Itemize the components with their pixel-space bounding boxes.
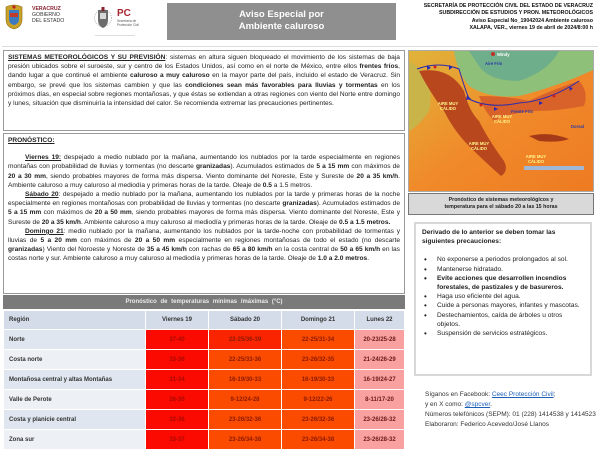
x-account-link[interactable]: @spcver <box>464 401 491 408</box>
protection-civil-shield-icon <box>94 5 112 31</box>
table-row: Valle de Perote 26-30 9-12/24-28 9-12/22-26 8-11/17-20 <box>4 390 404 409</box>
forecast-heading: PRONÓSTICO: <box>8 137 55 144</box>
column-header-monday: Lunes 22 <box>355 311 404 329</box>
header-divider <box>2 46 598 47</box>
precautions-section <box>414 222 592 376</box>
contact-info: Síganos en Facebook: Ceec Protección Civil; y en X como: @spcver. Números telefónicos (SEPM): 01 (228) 1414538 y 1414523 Elaboraron: Federico Acevedo/José Llanos <box>425 391 596 428</box>
column-header-region: Región <box>4 311 145 329</box>
map-label-hot-air-1: AIRE MUY CÁLIDO <box>437 101 459 111</box>
list-item: • Mantenerse hidratado. <box>422 265 584 274</box>
list-item: • No exponerse a periodos prolongados al sol. <box>422 255 584 264</box>
column-header-friday: Viernes 19 <box>146 311 208 329</box>
weather-map <box>408 50 594 192</box>
temperature-table <box>3 310 405 450</box>
systems-heading: SISTEMAS METEOROLÓGICOS Y SU PREVISIÓN <box>8 54 166 61</box>
protection-civil-logo-text: PC Secretaría de Protección Civil <box>117 8 139 27</box>
map-label-cold-front: Frente Frío <box>511 109 533 114</box>
map-caption: Pronóstico de sistemas meteorológicos y temperatura para el sábado 20 a las 15 horas <box>408 193 594 215</box>
temperature-table-title: Pronóstico de temperaturas mínimas /máximas (°C) <box>3 295 405 309</box>
column-header-saturday: Sábado 20 <box>209 311 281 329</box>
list-item: • Evite acciones que desarrollen incendios forestales, de pastizales y de basureros. <box>422 274 584 292</box>
map-label-ridge: Dorsal <box>571 124 585 129</box>
issuer-info: SECRETARÍA DE PROTECCIÓN CIVIL DEL ESTADO DE VERACRUZ SUBDIRECCIÓN DE ESTUDIOS Y PRON. METEOROLÓGICOS Aviso Especial No_19042024 Ambiente caluroso XALAPA, VER., viernes 19 de abril de 2024/8:00 h <box>423 3 593 31</box>
veracruz-government-logo-text: VERACRUZ GOBIERNO DEL ESTADO <box>32 6 65 25</box>
table-header-row <box>4 311 404 329</box>
forecast-sunday: Domingo 21: medio nublado por la mañana, aumentando los nublados por la tarde-noche con probabilidad de tormentas y lluvias de 5 a 20 mm con máximos de 20 a 50 mm especialmente en regiones montañosas de todo el estado (no descarte granizadas) Viento del Noroeste y Noreste de 35 a 45 km/h con rachas de 65 a 80 km/h en la costa central de 50 a 65 km/h en las costas norte y sur. Ambiente caluroso a muy caluroso al mediodía y primeras horas de la tarde. Oleaje de 1.0 a 2.0 metros. <box>8 227 401 263</box>
forecast-saturday: Sábado 20: despejado a medio nublado por la mañana, aumentando los nublados por la tarde y primeras horas de la noche especialmente en regiones montañosas con probabilidad de lluvias y tormentas (no descarte granizadas). Acumulados estimados de 5 a 15 mm con máximos de 20 a 50 mm, siendo probables mayores de forma más dispersa. Viento dominante del Noreste, Este y Sureste de 20 a 35 km/h. Ambiente caluroso a muy caluroso al mediodía y primeras horas de la tarde. Oleaje de 0.5 a 1.5 metros. <box>8 191 401 226</box>
authors: Elaboraron: Federico Acevedo/José Llanos <box>425 421 549 428</box>
table-row: Norte 37-40 22-25/36-39 22-25/31-34 20-23/25-28 <box>4 330 404 349</box>
table-row: Zona sur 33-37 23-26/34-38 23-26/34-38 23-26/28-32 <box>4 430 404 449</box>
list-item: • Suspensión de servicios estratégicos. <box>422 329 584 338</box>
list-item: • Destechamientos, caída de árboles u otros objetos. <box>422 311 584 329</box>
precautions-lead: Derivado de lo anterior se deben tomar las siguientes precauciones: <box>422 229 556 246</box>
column-header-sunday: Domingo 21 <box>282 311 354 329</box>
map-label-cold-air: Aire Frío <box>485 61 503 66</box>
veracruz-coat-of-arms-icon <box>5 4 23 30</box>
list-item: • Cuide a personas mayores, infantes y mascotas. <box>422 301 584 310</box>
phone-numbers: Números telefónicos (SEPM): 01 (228) 1414538 y 1414523 <box>425 411 596 418</box>
notice-title: Aviso Especial por Ambiente caluroso <box>167 3 396 40</box>
weather-systems-section: SISTEMAS METEOROLÓGICOS Y SU PREVISIÓN: sistemas en altura siguen bloqueado el movimiento de los sistemas de baja presión ubicados sobre el suroeste, sur y centro de los Estados Unidos, así como en el norte de México, entre ellos frentes fríos, dando lugar a que continué el ambiente caluroso a muy caluroso en la mayor parte del país, incluido el estado de Veracruz. Sin embargo, se prevé que los sistemas cambien y que las condiciones sean más favorables para lluvias y tormentas en los próximos días, en especial sobre regiones montañosas, y que éstas se extiendan a otras regiones con viento del Norte entre domingo y lunes, situación que disminuiría la intensidad del calor. Se recomienda extremar las precauciones pertinentes. <box>3 50 405 131</box>
list-item: • Haga uso eficiente del agua. <box>422 292 584 301</box>
forecast-section <box>3 133 405 294</box>
map-label-hot-air-2: AIRE MUY CÁLIDO <box>491 114 513 124</box>
map-label-hot-air-3: AIRE MUY CÁLIDO <box>468 141 490 151</box>
table-row: Costa y planicie central 32-36 23-26/32-36 23-26/32-36 23-26/28-32 <box>4 410 404 429</box>
precautions-list <box>422 255 584 338</box>
header <box>0 0 600 42</box>
map-label-hot-air-4: AIRE MUY CÁLIDO <box>525 154 547 164</box>
facebook-link[interactable]: Ceec Protección Civil <box>491 391 554 398</box>
table-row: Montañosa central y altas Montañas 31-34 16-19/30-33 16-19/30-33 16-19/24-27 <box>4 370 404 389</box>
table-row: Costa norte 33-36 22-25/33-36 23-26/32-35 21-24/26-29 <box>4 350 404 369</box>
logo-divider <box>95 35 135 36</box>
map-label-windy: Windy <box>497 52 510 57</box>
forecast-friday: Viernes 19: despejado a medio nublado por la mañana, aumentando los nublados por la tarde especialmente en regiones montañas con probabilidad de lluvias y tormentas (no descarte granizadas). Acumulados estimados de 5 a 15 mm con máximos de 20 a 30 mm, siendo probables mayores de forma más dispersa. Viento dominante del Noreste, Este y Sureste de 20 a 35 km/h. Ambiente caluroso a muy caluroso al mediodía y primeras horas de la tarde. Oleaje de 0.5 a 1.5 metros. <box>8 154 400 189</box>
